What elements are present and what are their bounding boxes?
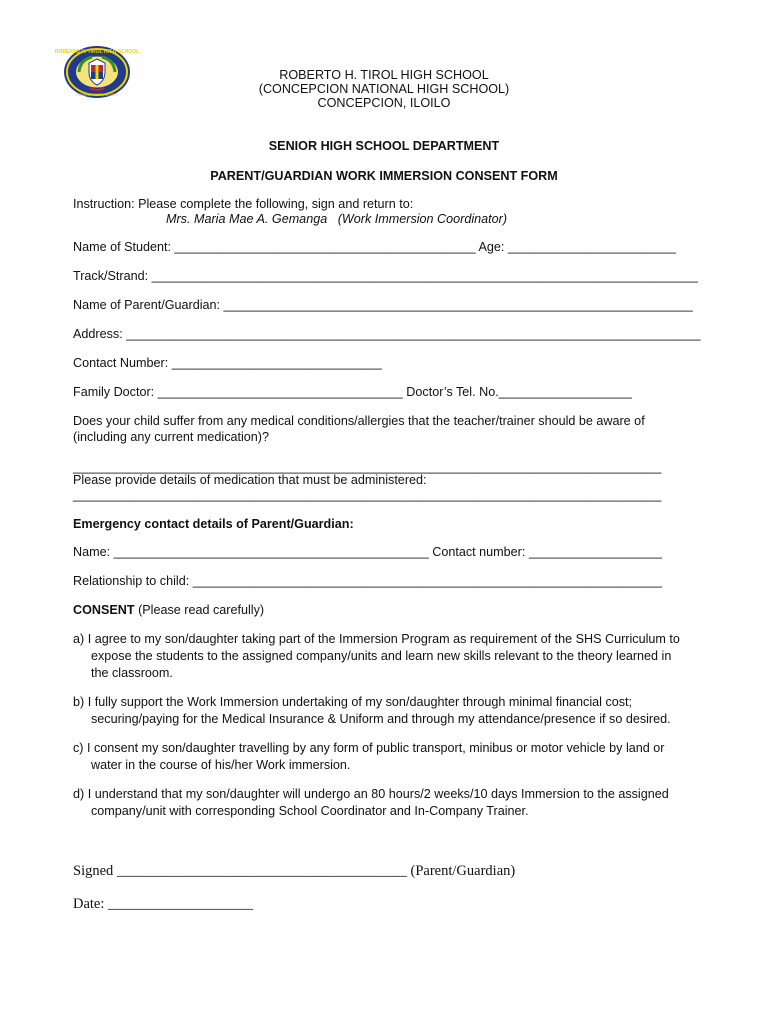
svg-text:CONCEPCION, ILOILO: CONCEPCION, ILOILO <box>75 92 119 97</box>
medical-question-cont: (including any current medication)? <box>73 430 270 444</box>
emergency-heading: Emergency contact details of Parent/Guardian: <box>73 517 354 531</box>
consent-title: CONSENT <box>73 603 135 617</box>
emergency-name-field[interactable]: Name: _____________________________________________ Contact number: ___________________ <box>73 545 662 559</box>
relationship-field[interactable]: Relationship to child: ___________________________________________________________________ <box>73 574 662 588</box>
parent-name-field[interactable]: Name of Parent/Guardian: ___________________________________________________________________ <box>73 298 693 312</box>
instruction-line: Instruction: Please complete the following, sign and return to: <box>73 197 414 211</box>
school-location: CONCEPCION, ILOILO <box>317 96 451 110</box>
consent-item-d: d) I understand that my son/daughter will undergo an 80 hours/2 weeks/10 days Immersion to the assigned <box>73 787 669 801</box>
department-heading: SENIOR HIGH SCHOOL DEPARTMENT <box>268 139 500 153</box>
medical-answer-line[interactable]: ____________________________________________________________________________________ <box>73 460 662 474</box>
medical-question: Does your child suffer from any medical conditions/allergies that the teacher/trainer should be aware of <box>73 414 645 428</box>
family-doctor-field[interactable]: Family Doctor: ___________________________________ Doctor’s Tel. No.___________________ <box>73 385 632 399</box>
consent-item-a-line3: the classroom. <box>91 666 173 680</box>
coordinator-name: Mrs. Maria Mae A. Gemanga (Work Immersion Coordinator) <box>166 212 508 226</box>
medication-details-label: Please provide details of medication that must be administered: <box>73 473 427 487</box>
signature-field[interactable]: Signed ________________________________________ (Parent/Guardian) <box>73 863 516 879</box>
consent-note: (Please read carefully) <box>134 603 265 617</box>
contact-number-field[interactable]: Contact Number: ______________________________ <box>73 356 382 370</box>
consent-item-b: b) I fully support the Work Immersion undertaking of my son/daughter through minimal financial cost; <box>73 695 633 709</box>
consent-item-b-line2: securing/paying for the Medical Insurance & Uniform and through my attendance/presence if so desired. <box>91 712 671 726</box>
consent-item-c-line2: water in the course of his/her Work immersion. <box>91 758 351 772</box>
date-field[interactable]: Date: ____________________ <box>73 896 254 912</box>
school-name: ROBERTO H. TIROL HIGH SCHOOL <box>279 68 489 82</box>
consent-item-d-line2: company/unit with corresponding School Coordinator and In-Company Trainer. <box>91 804 529 818</box>
student-name-field[interactable]: Name of Student: ___________________________________________ Age: ________________________ <box>73 240 676 254</box>
address-field[interactable]: Address: __________________________________________________________________________________ <box>73 327 701 341</box>
consent-item-a: a) I agree to my son/daughter taking part of the Immersion Program as requirement of the SHS Curriculum to <box>73 632 680 646</box>
consent-item-a-line2: expose the students to the assigned company/units and learn new skills relevant to the theory learned in <box>91 649 672 663</box>
consent-heading <box>73 603 264 618</box>
medication-details-line[interactable]: ____________________________________________________________________________________ <box>73 488 662 502</box>
school-alt-name: (CONCEPCION NATIONAL HIGH SCHOOL) <box>258 82 510 96</box>
svg-text:ROBERTO H. TIROL HIGH SCHOOL: ROBERTO H. TIROL HIGH SCHOOL <box>54 49 140 55</box>
track-strand-field[interactable]: Track/Strand: ______________________________________________________________________________ <box>73 269 698 283</box>
consent-item-c: c) I consent my son/daughter travelling by any form of public transport, minibus or motor vehicle by land or <box>73 741 665 755</box>
form-title: PARENT/GUARDIAN WORK IMMERSION CONSENT FORM <box>210 169 558 183</box>
